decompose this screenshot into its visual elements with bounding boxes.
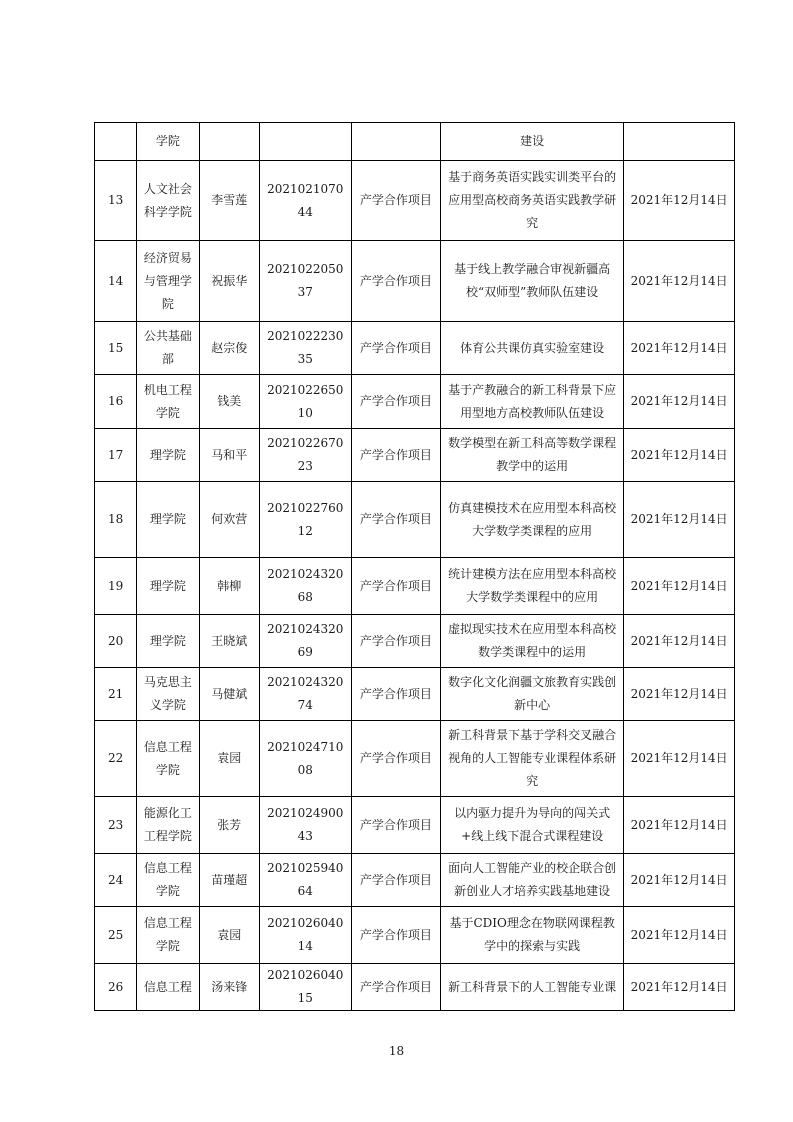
- cell-title: 基于线上教学融合审视新疆高校“双师型”教师队伍建设: [441, 241, 624, 322]
- cell-title: 新工科背景下基于学科交叉融合视角的人工智能专业课程体系研究: [441, 721, 624, 797]
- table-row: [95, 375, 735, 429]
- cell-no: 13: [95, 161, 137, 241]
- cell-no: [95, 123, 137, 161]
- cell-no: 19: [95, 558, 137, 615]
- cell-college: 信息工程: [137, 964, 199, 1011]
- cell-name: 钱美: [199, 375, 259, 429]
- cell-college: 信息工程学院: [137, 721, 199, 797]
- cell-title: 新工科背景下的人工智能专业课: [441, 964, 624, 1011]
- cell-id: 202102432069: [260, 615, 352, 668]
- cell-date: 2021年12月14日: [624, 668, 735, 721]
- cell-name: 王晓斌: [199, 615, 259, 668]
- cell-date: 2021年12月14日: [624, 241, 735, 322]
- cell-date: 2021年12月14日: [624, 615, 735, 668]
- cell-college: 理学院: [137, 615, 199, 668]
- cell-type: 产学合作项目: [351, 668, 441, 721]
- cell-title: 仿真建模技术在应用型本科高校大学数学类课程的应用: [441, 482, 624, 558]
- cell-type: 产学合作项目: [351, 964, 441, 1011]
- cell-no: 14: [95, 241, 137, 322]
- cell-date: 2021年12月14日: [624, 964, 735, 1011]
- cell-college: 学院: [137, 123, 199, 161]
- cell-no: 18: [95, 482, 137, 558]
- cell-type: 产学合作项目: [351, 429, 441, 482]
- cell-title: 数字化文化润疆文旅教育实践创新中心: [441, 668, 624, 721]
- cell-title: 建设: [441, 123, 624, 161]
- cell-name: 马和平: [199, 429, 259, 482]
- cell-college: 理学院: [137, 558, 199, 615]
- cell-type: 产学合作项目: [351, 375, 441, 429]
- table-row: [95, 322, 735, 375]
- table-row-continued: [95, 123, 735, 161]
- cell-name: 何欢营: [199, 482, 259, 558]
- cell-no: 25: [95, 907, 137, 964]
- cell-type: [351, 123, 441, 161]
- project-table: [94, 122, 735, 1011]
- cell-date: 2021年12月14日: [624, 854, 735, 907]
- cell-no: 26: [95, 964, 137, 1011]
- cell-no: 23: [95, 797, 137, 854]
- cell-title: 基于商务英语实践实训类平台的应用型高校商务英语实践教学研究: [441, 161, 624, 241]
- table-row: [95, 964, 735, 1011]
- cell-id: 202102594064: [260, 854, 352, 907]
- cell-date: 2021年12月14日: [624, 797, 735, 854]
- cell-name: 袁园: [199, 907, 259, 964]
- cell-title: 基于产教融合的新工科背景下应用型地方高校教师队伍建设: [441, 375, 624, 429]
- cell-id: 202102205037: [260, 241, 352, 322]
- cell-date: 2021年12月14日: [624, 322, 735, 375]
- cell-id: 202102223035: [260, 322, 352, 375]
- cell-date: 2021年12月14日: [624, 429, 735, 482]
- cell-type: 产学合作项目: [351, 241, 441, 322]
- cell-id: 202102604014: [260, 907, 352, 964]
- table-row: [95, 558, 735, 615]
- cell-name: 赵宗俊: [199, 322, 259, 375]
- table-row: [95, 668, 735, 721]
- table-row: [95, 615, 735, 668]
- cell-date: 2021年12月14日: [624, 558, 735, 615]
- cell-no: 15: [95, 322, 137, 375]
- cell-type: 产学合作项目: [351, 854, 441, 907]
- cell-type: 产学合作项目: [351, 161, 441, 241]
- cell-no: 22: [95, 721, 137, 797]
- cell-date: 2021年12月14日: [624, 721, 735, 797]
- cell-college: 理学院: [137, 429, 199, 482]
- cell-name: 马健斌: [199, 668, 259, 721]
- table-row: [95, 429, 735, 482]
- cell-id: 202102471008: [260, 721, 352, 797]
- cell-college: 信息工程学院: [137, 907, 199, 964]
- cell-name: 韩柳: [199, 558, 259, 615]
- cell-no: 21: [95, 668, 137, 721]
- cell-college: 理学院: [137, 482, 199, 558]
- cell-type: 产学合作项目: [351, 482, 441, 558]
- cell-id: 202102604015: [260, 964, 352, 1011]
- table-row: [95, 161, 735, 241]
- cell-college: 公共基础部: [137, 322, 199, 375]
- cell-id: 202102490043: [260, 797, 352, 854]
- cell-type: 产学合作项目: [351, 907, 441, 964]
- cell-name: 张芳: [199, 797, 259, 854]
- table-row: [95, 482, 735, 558]
- cell-date: [624, 123, 735, 161]
- cell-type: 产学合作项目: [351, 322, 441, 375]
- cell-id: 202102276012: [260, 482, 352, 558]
- cell-title: 统计建模方法在应用型本科高校大学数学类课程中的应用: [441, 558, 624, 615]
- table-row: [95, 241, 735, 322]
- cell-date: 2021年12月14日: [624, 907, 735, 964]
- cell-name: 汤来锋: [199, 964, 259, 1011]
- cell-title: 以内驱力提升为导向的闯关式+线上线下混合式课程建设: [441, 797, 624, 854]
- cell-college: 能源化工工程学院: [137, 797, 199, 854]
- cell-name: 李雪莲: [199, 161, 259, 241]
- cell-college: 经济贸易与管理学院: [137, 241, 199, 322]
- cell-id: 202102432074: [260, 668, 352, 721]
- cell-name: [199, 123, 259, 161]
- cell-date: 2021年12月14日: [624, 375, 735, 429]
- cell-type: 产学合作项目: [351, 615, 441, 668]
- table-row: [95, 907, 735, 964]
- cell-college: 机电工程学院: [137, 375, 199, 429]
- cell-title: 虚拟现实技术在应用型本科高校数学类课程中的运用: [441, 615, 624, 668]
- cell-no: 20: [95, 615, 137, 668]
- cell-id: 202102432068: [260, 558, 352, 615]
- cell-college: 信息工程学院: [137, 854, 199, 907]
- cell-type: 产学合作项目: [351, 558, 441, 615]
- cell-title: 体育公共课仿真实验室建设: [441, 322, 624, 375]
- cell-date: 2021年12月14日: [624, 161, 735, 241]
- cell-id: 202102107044: [260, 161, 352, 241]
- cell-name: 苗瑾超: [199, 854, 259, 907]
- table-row: [95, 721, 735, 797]
- cell-college: 人文社会科学学院: [137, 161, 199, 241]
- page-number: 18: [388, 1044, 405, 1058]
- table-row: [95, 854, 735, 907]
- cell-type: 产学合作项目: [351, 797, 441, 854]
- cell-title: 数学模型在新工科高等数学课程教学中的运用: [441, 429, 624, 482]
- cell-id: 202102267023: [260, 429, 352, 482]
- cell-type: 产学合作项目: [351, 721, 441, 797]
- cell-id: [260, 123, 352, 161]
- cell-title: 基于CDIO理念在物联网课程教学中的探索与实践: [441, 907, 624, 964]
- cell-no: 24: [95, 854, 137, 907]
- cell-no: 17: [95, 429, 137, 482]
- table-row: [95, 797, 735, 854]
- cell-no: 16: [95, 375, 137, 429]
- cell-id: 202102265010: [260, 375, 352, 429]
- cell-name: 祝振华: [199, 241, 259, 322]
- cell-date: 2021年12月14日: [624, 482, 735, 558]
- cell-title: 面向人工智能产业的校企联合创新创业人才培养实践基地建设: [441, 854, 624, 907]
- cell-name: 袁园: [199, 721, 259, 797]
- cell-college: 马克思主义学院: [137, 668, 199, 721]
